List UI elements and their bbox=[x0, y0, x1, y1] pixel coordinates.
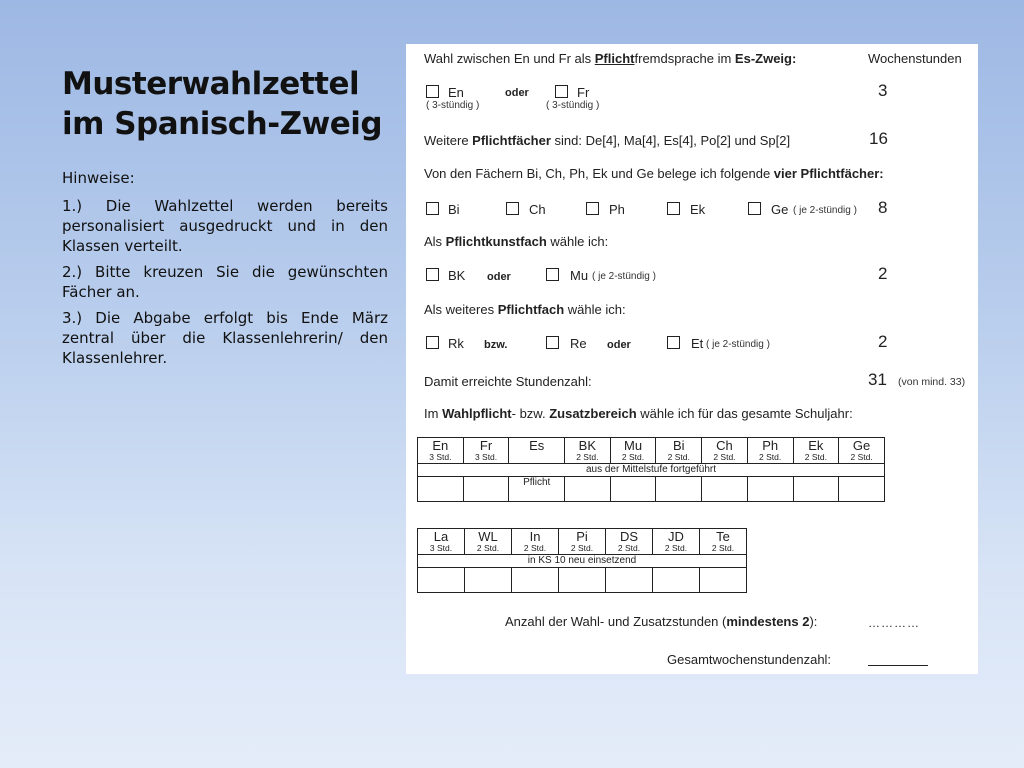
label-ph: Ph bbox=[609, 202, 625, 217]
hint-item-2: 2.) Bitte kreuzen Sie die gewünschten Fächer an. bbox=[62, 263, 388, 301]
label-ge: Ge bbox=[771, 202, 789, 217]
hints-heading: Hinweise: bbox=[62, 169, 135, 187]
row-4-text-1: Als bbox=[424, 234, 446, 249]
table1-subject-hours: 2 Std. bbox=[804, 452, 827, 462]
anzahl-text-2: mindestens 2 bbox=[726, 614, 810, 629]
table1-cell-note: Pflicht bbox=[523, 477, 551, 488]
note-fr: ( 3-stündig ) bbox=[546, 100, 600, 111]
ballot-form bbox=[406, 44, 978, 674]
table2-subject-hours: 2 Std. bbox=[617, 543, 641, 553]
checkbox-mu[interactable] bbox=[546, 268, 559, 281]
table-2-note: in KS 10 neu einsetzend bbox=[418, 555, 747, 568]
table-1-note: aus der Mittelstufe fortgeführt bbox=[418, 464, 885, 477]
table2-subject-name: WL bbox=[478, 529, 498, 544]
table1-header-fr bbox=[463, 438, 509, 464]
table1-select-cell-ch[interactable] bbox=[702, 477, 748, 502]
table2-subject-hours: 2 Std. bbox=[664, 543, 688, 553]
table1-select-cell-en[interactable] bbox=[418, 477, 464, 502]
sum-label: Damit erreichte Stundenzahl: bbox=[424, 374, 592, 389]
table1-header-en bbox=[418, 438, 464, 464]
table2-select-cell-te[interactable] bbox=[700, 568, 747, 593]
form-header-text-1: Wahl zwischen En und Fr als bbox=[424, 51, 595, 66]
table1-subject-hours: 2 Std. bbox=[850, 452, 873, 462]
table2-select-cell-la[interactable] bbox=[418, 568, 465, 593]
table2-select-cell-pi[interactable] bbox=[559, 568, 606, 593]
table1-select-cell-ge[interactable] bbox=[839, 477, 885, 502]
label-re: Re bbox=[570, 336, 587, 351]
table1-subject-name: Es bbox=[529, 438, 545, 453]
table1-header-ek bbox=[793, 438, 839, 464]
table1-select-cell-bk[interactable] bbox=[564, 477, 610, 502]
sum-value: 31 bbox=[868, 370, 887, 389]
table2-subject-hours: 2 Std. bbox=[570, 543, 594, 553]
hints-panel bbox=[62, 168, 388, 374]
note-en: ( 3-stündig ) bbox=[426, 100, 480, 111]
table1-header-bk bbox=[564, 438, 610, 464]
hours-row-2: 16 bbox=[869, 129, 888, 148]
row-5-text-3: wähle ich: bbox=[564, 302, 626, 317]
anzahl-wahlstunden-label bbox=[505, 614, 817, 629]
hours-row-4: 2 bbox=[878, 264, 888, 283]
label-en: En bbox=[448, 85, 464, 100]
checkbox-ch[interactable] bbox=[506, 202, 519, 215]
checkbox-bi[interactable] bbox=[426, 202, 439, 215]
table2-subject-name: Te bbox=[716, 529, 730, 544]
table1-subject-hours: 2 Std. bbox=[667, 452, 690, 462]
table1-subject-hours: 2 Std. bbox=[576, 452, 599, 462]
hint-item-3: 3.) Die Abgabe erfolgt bis Ende März zentral über die Klassenlehrerin/ den Klassenlehrer. bbox=[62, 309, 388, 367]
sum-note: (von mind. 33) bbox=[898, 376, 966, 388]
elective-table-continued bbox=[417, 437, 885, 502]
row-pflichtkunstfach bbox=[424, 234, 608, 249]
table1-subject-name: Fr bbox=[479, 438, 493, 453]
table1-subject-name: Ek bbox=[808, 438, 824, 453]
wahl-text-2: Wahlpflicht bbox=[442, 406, 512, 421]
table1-subject-name: BK bbox=[578, 438, 596, 453]
checkbox-fr[interactable] bbox=[555, 85, 568, 98]
table1-subject-name: Ge bbox=[852, 438, 871, 453]
table2-subject-name: In bbox=[529, 529, 541, 544]
row-5-text-2: Pflichtfach bbox=[497, 302, 565, 317]
note-mu: ( je 2-stündig ) bbox=[592, 271, 656, 282]
row-vier-pflichtfaecher bbox=[424, 166, 884, 181]
hours-row-1: 3 bbox=[878, 81, 888, 100]
row-4-text-2: Pflichtkunstfach bbox=[445, 234, 547, 249]
table1-subject-hours: 2 Std. bbox=[713, 452, 736, 462]
note-ge: ( je 2-stündig ) bbox=[793, 205, 857, 216]
anzahl-input-dots[interactable]: ………… bbox=[868, 616, 920, 630]
form-header-text-4: Es-Zweig: bbox=[734, 51, 797, 66]
form-header-text-2: Pflicht bbox=[594, 51, 635, 66]
connector-oder-4: oder bbox=[487, 271, 511, 283]
label-fr: Fr bbox=[577, 85, 590, 100]
checkbox-ek[interactable] bbox=[667, 202, 680, 215]
row-3-text-2: vier Pflichtfächer: bbox=[773, 166, 884, 181]
table2-select-cell-ds[interactable] bbox=[606, 568, 653, 593]
label-bk: BK bbox=[448, 268, 466, 283]
table2-header-jd bbox=[653, 529, 700, 555]
slide-title-line-1: Musterwahlzettel bbox=[62, 66, 360, 102]
label-mu: Mu bbox=[570, 268, 589, 283]
label-rk: Rk bbox=[448, 336, 464, 351]
label-et: Et bbox=[691, 336, 704, 351]
table2-select-cell-jd[interactable] bbox=[653, 568, 700, 593]
form-header-text-3: fremdsprache im bbox=[634, 51, 735, 66]
gesamt-label: Gesamtwochenstundenzahl: bbox=[667, 652, 832, 667]
table1-subject-hours: 3 Std. bbox=[474, 452, 498, 462]
table1-select-cell-ek[interactable] bbox=[793, 477, 839, 502]
table1-header-bi bbox=[656, 438, 702, 464]
table2-subject-name: JD bbox=[668, 529, 684, 544]
table2-select-cell-in[interactable] bbox=[512, 568, 559, 593]
connector-oder: oder bbox=[505, 87, 529, 99]
row-weiteres-pflichtfach bbox=[424, 302, 626, 317]
table1-select-cell-ph[interactable] bbox=[747, 477, 793, 502]
table1-subject-name: Ch bbox=[716, 438, 733, 453]
note-et: ( je 2-stündig ) bbox=[706, 339, 770, 350]
table2-select-cell-wl[interactable] bbox=[465, 568, 512, 593]
checkbox-rk[interactable] bbox=[426, 336, 439, 349]
table2-subject-name: La bbox=[433, 529, 449, 544]
wahl-text-5: wähle ich für das gesamte Schuljahr: bbox=[636, 406, 853, 421]
table1-select-cell-es bbox=[509, 477, 565, 502]
table2-subject-hours: 3 Std. bbox=[429, 543, 453, 553]
table2-header-wl bbox=[465, 529, 512, 555]
table2-header-ds bbox=[606, 529, 653, 555]
table2-header-la bbox=[418, 529, 465, 555]
table1-subject-name: Bi bbox=[672, 438, 685, 453]
hours-row-5: 2 bbox=[878, 332, 888, 351]
checkbox-re[interactable] bbox=[546, 336, 559, 349]
hint-item-1: 1.) Die Wahlzettel werden bereits personalisiert ausgedruckt und in den Klassen verteilt. bbox=[62, 197, 388, 255]
row-pflichtfaecher bbox=[424, 133, 790, 148]
checkbox-bk[interactable] bbox=[426, 268, 439, 281]
table2-subject-hours: 2 Std. bbox=[523, 543, 547, 553]
table1-header-ph bbox=[747, 438, 793, 464]
form-header bbox=[424, 51, 796, 66]
wahlpflicht-heading bbox=[424, 406, 853, 421]
connector-bzw: bzw. bbox=[484, 339, 508, 351]
checkbox-ph[interactable] bbox=[586, 202, 599, 215]
table1-header-mu bbox=[610, 438, 656, 464]
anzahl-text-3: ): bbox=[809, 614, 818, 629]
table1-subject-name: Mu bbox=[624, 438, 643, 453]
table1-select-cell-bi[interactable] bbox=[656, 477, 702, 502]
table2-header-in bbox=[512, 529, 559, 555]
row-2-text-2: Pflichtfächer bbox=[472, 133, 551, 148]
row-4-text-3: wähle ich: bbox=[546, 234, 609, 249]
row-5-text-1: Als weiteres bbox=[424, 302, 498, 317]
table1-select-cell-mu[interactable] bbox=[610, 477, 656, 502]
gesamt-input-line[interactable] bbox=[868, 650, 928, 666]
wahl-text-3: - bzw. bbox=[511, 406, 550, 421]
table2-subject-hours: 2 Std. bbox=[711, 543, 735, 553]
table1-subject-name: En bbox=[432, 438, 449, 453]
table1-subject-name: Ph bbox=[762, 438, 779, 453]
label-ch: Ch bbox=[529, 202, 546, 217]
table2-header-te bbox=[700, 529, 747, 555]
hours-row-3: 8 bbox=[878, 198, 888, 217]
row-2-text-3: sind: De[4], Ma[4], Es[4], Po[2] und Sp[2] bbox=[550, 133, 791, 148]
table2-subject-hours: 2 Std. bbox=[476, 543, 500, 553]
table1-subject-hours: 3 Std. bbox=[429, 452, 452, 462]
checkbox-en[interactable] bbox=[426, 85, 439, 98]
table2-header-pi bbox=[559, 529, 606, 555]
elective-table-new bbox=[417, 528, 747, 593]
table2-subject-name: DS bbox=[619, 529, 639, 544]
row-3-text-1: Von den Fächern Bi, Ch, Ph, Ek und Ge belege ich folgende bbox=[424, 166, 774, 181]
table1-subject-hours: 2 Std. bbox=[759, 452, 782, 462]
label-bi: Bi bbox=[448, 202, 460, 217]
label-ek: Ek bbox=[690, 202, 706, 217]
table1-header-ge bbox=[839, 438, 885, 464]
table1-header-es bbox=[509, 438, 565, 464]
table1-select-cell-fr[interactable] bbox=[463, 477, 509, 502]
checkbox-ge[interactable] bbox=[748, 202, 761, 215]
connector-oder-5: oder bbox=[607, 339, 631, 351]
slide-title bbox=[62, 64, 392, 144]
wahl-text-4: Zusatzbereich bbox=[549, 406, 637, 421]
row-2-text-1: Weitere bbox=[424, 133, 473, 148]
wahl-text-1: Im bbox=[424, 406, 443, 421]
table2-subject-name: Pi bbox=[576, 529, 588, 544]
slide-title-line-2: im Spanisch-Zweig bbox=[62, 106, 383, 142]
hours-column-heading: Wochenstunden bbox=[868, 51, 962, 66]
table1-subject-hours: 2 Std. bbox=[621, 452, 645, 462]
anzahl-text-1: Anzahl der Wahl- und Zusatzstunden ( bbox=[505, 614, 727, 629]
table1-header-ch bbox=[702, 438, 748, 464]
checkbox-et[interactable] bbox=[667, 336, 680, 349]
